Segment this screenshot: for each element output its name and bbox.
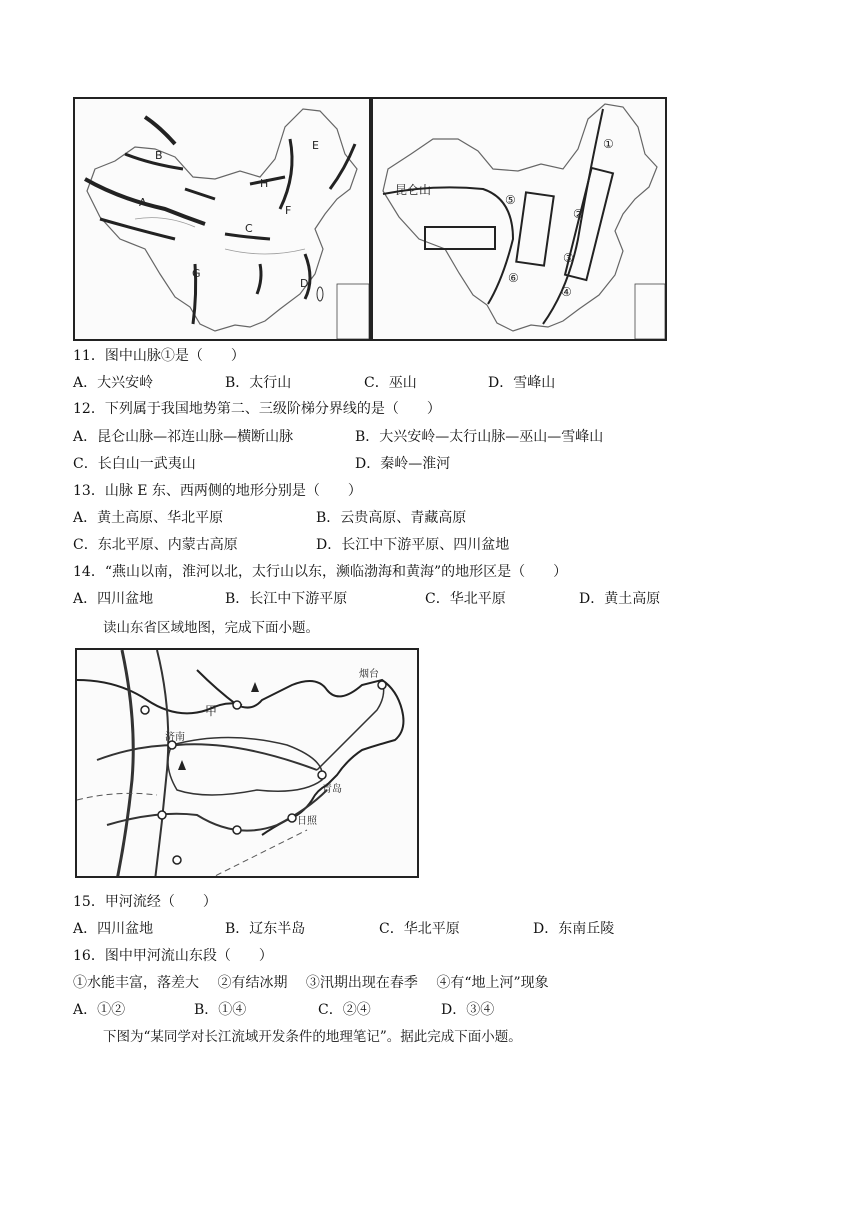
q15-option-d[interactable]: D．东南丘陵 <box>533 921 615 937</box>
map2-kunlun-label: 昆仑山 <box>395 183 432 197</box>
map3-label-qingdao: 青岛 <box>322 784 342 795</box>
map1-label-f: F <box>285 204 292 217</box>
q13-option-d[interactable]: D．长江中下游平原、四川盆地 <box>316 537 510 553</box>
map1-label-e: E <box>312 139 319 152</box>
map3-label-jinan: 济南 <box>165 732 185 743</box>
map1-label-c: C <box>245 222 253 235</box>
map2-marker-3: ③ <box>563 251 574 265</box>
map3-label-jia: 甲 <box>205 704 218 718</box>
map-shandong <box>75 648 419 878</box>
question-14-stem: 14．“燕山以南，淮河以北，太行山以东，濒临渤海和黄海”的地形区是（ ） <box>73 564 568 580</box>
map-mountain-ranges <box>73 97 371 341</box>
question-16-stem: 16．图中甲河流山东段（ ） <box>73 948 273 964</box>
q14-option-b[interactable]: B．长江中下游平原 <box>225 591 348 607</box>
q12-option-b[interactable]: B．大兴安岭—太行山脉—巫山—雪峰山 <box>355 429 604 445</box>
shandong-intro: 读山东省区域地图，完成下面小题。 <box>103 620 319 636</box>
map2-marker-1: ① <box>603 137 614 151</box>
q14-option-d[interactable]: D．黄土高原 <box>579 591 661 607</box>
q13-option-a[interactable]: A．黄土高原、华北平原 <box>73 510 224 526</box>
china-outline-map-1 <box>75 99 371 341</box>
question-15-stem: 15．甲河流经（ ） <box>73 894 217 910</box>
q13-option-b[interactable]: B．云贵高原、青藏高原 <box>316 510 467 526</box>
question-11-stem: 11．图中山脉①是（ ） <box>73 348 245 364</box>
question-13-stem: 13．山脉 E 东、西两侧的地形分别是（ ） <box>73 483 362 499</box>
question-12-stem: 12．下列属于我国地势第二、三级阶梯分界线的是（ ） <box>73 401 441 417</box>
map1-label-a: A <box>139 196 147 209</box>
q12-option-c[interactable]: C．长白山一武夷山 <box>73 456 196 472</box>
map3-label-yantai: 烟台 <box>359 669 379 680</box>
china-outline-map-2 <box>373 99 667 341</box>
map1-label-h: H <box>260 177 269 190</box>
map3-label-rizhao: 日照 <box>297 816 317 827</box>
shandong-region-map <box>77 650 419 878</box>
q11-option-c[interactable]: C．巫山 <box>364 375 417 391</box>
q11-option-d[interactable]: D．雪峰山 <box>488 375 556 391</box>
q16-option-b[interactable]: B．①④ <box>194 1002 247 1018</box>
yangtze-intro: 下图为“某同学对长江流域开发条件的地理笔记”。据此完成下面小题。 <box>103 1029 522 1045</box>
map2-marker-4: ④ <box>561 285 572 299</box>
q12-option-a[interactable]: A．昆仑山脉—祁连山脉—横断山脉 <box>73 429 294 445</box>
q11-option-a[interactable]: A．大兴安岭 <box>73 375 154 391</box>
q11-option-b[interactable]: B．太行山 <box>225 375 292 391</box>
q14-option-a[interactable]: A．四川盆地 <box>73 591 154 607</box>
q16-option-d[interactable]: D．③④ <box>441 1002 495 1018</box>
q12-option-d[interactable]: D．秦岭—淮河 <box>355 456 451 472</box>
q16-option-a[interactable]: A．①② <box>73 1002 126 1018</box>
q15-option-a[interactable]: A．四川盆地 <box>73 921 154 937</box>
map2-marker-6: ⑥ <box>508 271 519 285</box>
map1-label-d: D <box>300 277 309 290</box>
q16-option-c[interactable]: C．②④ <box>318 1002 371 1018</box>
map-terrain-steps <box>371 97 667 341</box>
q15-option-b[interactable]: B．辽东半岛 <box>225 921 306 937</box>
map2-marker-5: ⑤ <box>505 193 516 207</box>
q15-option-c[interactable]: C．华北平原 <box>379 921 460 937</box>
map2-marker-2: ② <box>573 207 584 221</box>
map1-label-b: B <box>155 149 163 162</box>
map1-label-g: G <box>192 267 201 280</box>
q13-option-c[interactable]: C．东北平原、内蒙古高原 <box>73 537 238 553</box>
q14-option-c[interactable]: C．华北平原 <box>425 591 506 607</box>
q16-statements: ①水能丰富，落差大 ②有结冰期 ③汛期出现在春季 ④有“地上河”现象 <box>73 975 549 991</box>
